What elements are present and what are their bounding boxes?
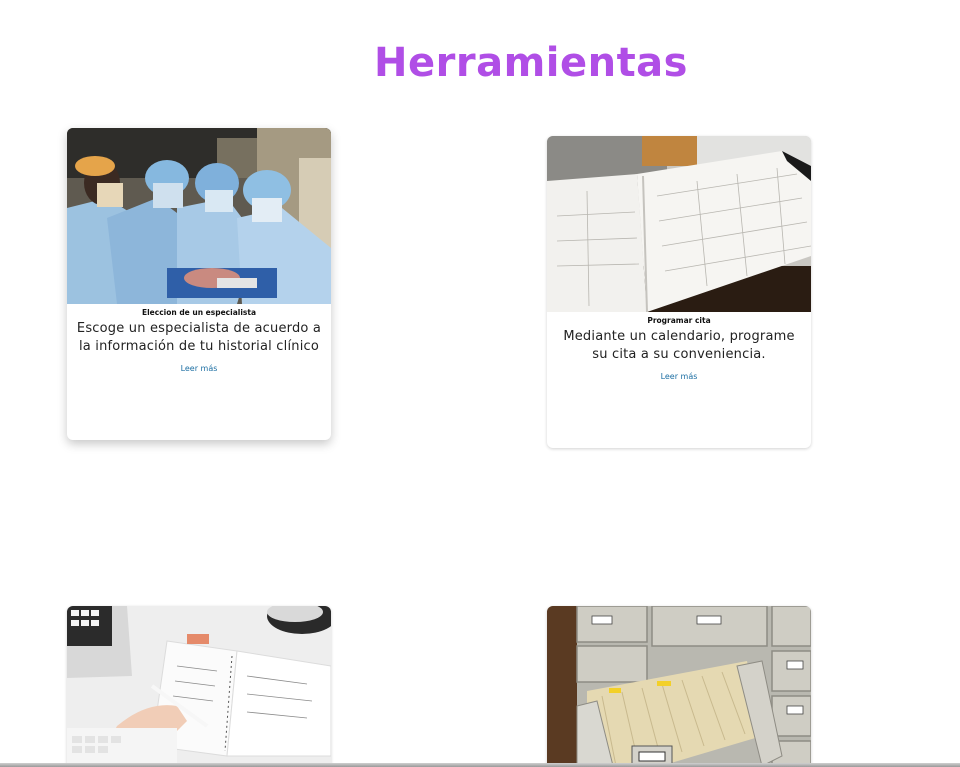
card-records [547, 606, 811, 767]
file-cabinet-photo [547, 606, 811, 767]
card-heading: Programar cita [647, 316, 711, 325]
read-more-link[interactable]: Leer más [660, 372, 698, 381]
card-text: Escoge un especialista de acuerdo a la información de tu historial clínico [76, 321, 322, 354]
page-title: Herramientas [374, 40, 688, 86]
card-body [547, 312, 811, 383]
surgeons-photo [67, 128, 331, 304]
calendar-book-photo [547, 136, 811, 312]
read-more-link[interactable]: Leer más [180, 364, 218, 373]
bottom-edge [0, 763, 960, 767]
notebook-writing-photo [67, 606, 331, 767]
card-specialist [67, 128, 331, 440]
card-heading: Eleccion de un especialista [141, 308, 257, 317]
card-notebook [67, 606, 331, 767]
card-text: Mediante un calendario, programe su cita a su conveniencia. [563, 329, 795, 362]
card-schedule [547, 136, 811, 448]
card-body [67, 304, 331, 375]
